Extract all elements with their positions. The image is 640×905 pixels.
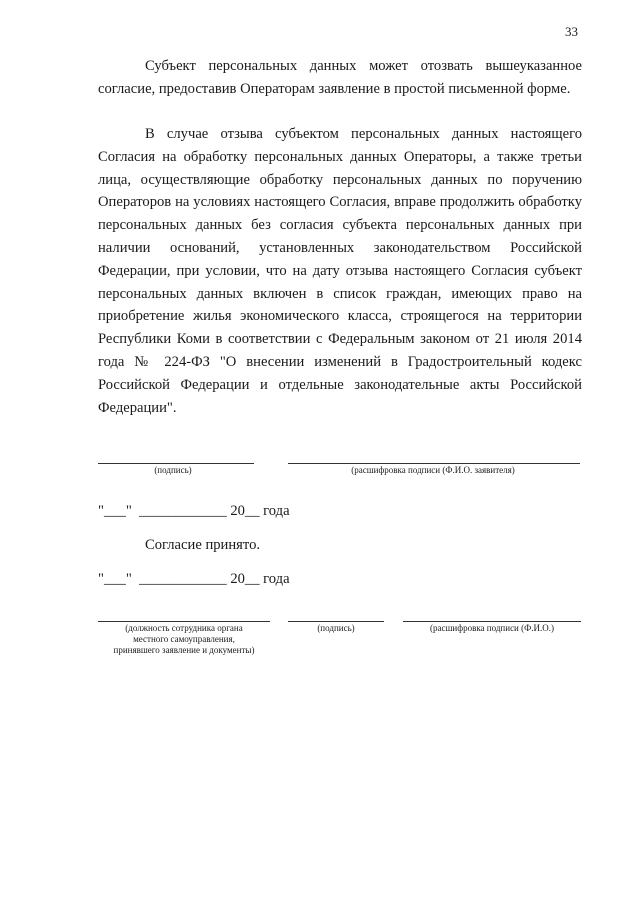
official-position-caption-line1: (должность сотрудника органа	[125, 623, 243, 633]
official-position-caption	[98, 623, 270, 656]
consent-accepted-label: Согласие принято.	[145, 537, 261, 553]
page-number: 33	[565, 24, 578, 39]
applicant-signature-caption: (подпись)	[154, 465, 192, 475]
official-signature-caption: (подпись)	[317, 623, 355, 633]
applicant-name-line	[288, 463, 580, 464]
application-date: "___" ____________ 20__ года	[98, 503, 290, 519]
applicant-signature-line	[98, 463, 254, 464]
revocation-consequences-paragraph: В случае отзыва субъектом персональных данных настоящего Согласия на обработку персональных данных Операторы, а также третьи лица, осуществляющие обработку персональных данных по поручению Операторов на условиях настоящего Согласия, вправе продолжить обработку персональных данных без согласия субъекта персональных данных при наличии оснований, установленных законодательством Российской Федерации, при условии, что на дату отзыва настоящего Согласия субъект персональных данных включен в список граждан, имеющих право на приобретение жилья экономического класса, строящегося на территории Республики Коми в соответствии с Федеральным законом от 21 июля 2014 года № 224-ФЗ "О внесении изменений в Градостроительный кодекс Российской Федерации и отдельные законодательные акты Российской Федерации".	[98, 126, 582, 416]
official-signature-line	[288, 621, 384, 622]
official-position-caption-line3: принявшего заявление и документы)	[113, 645, 255, 655]
official-name-line	[403, 621, 581, 622]
acceptance-date: "___" ____________ 20__ года	[98, 571, 290, 587]
applicant-name-caption: (расшифровка подписи (Ф.И.О. заявителя)	[351, 465, 515, 475]
revocation-paragraph: Субъект персональных данных может отозвать вышеуказанное согласие, предоставив Операторам заявление в простой письменной форме.	[98, 58, 582, 97]
official-position-caption-line2: местного самоуправления,	[133, 634, 235, 644]
official-name-caption: (расшифровка подписи (Ф.И.О.)	[430, 623, 554, 633]
official-position-line	[98, 621, 270, 622]
